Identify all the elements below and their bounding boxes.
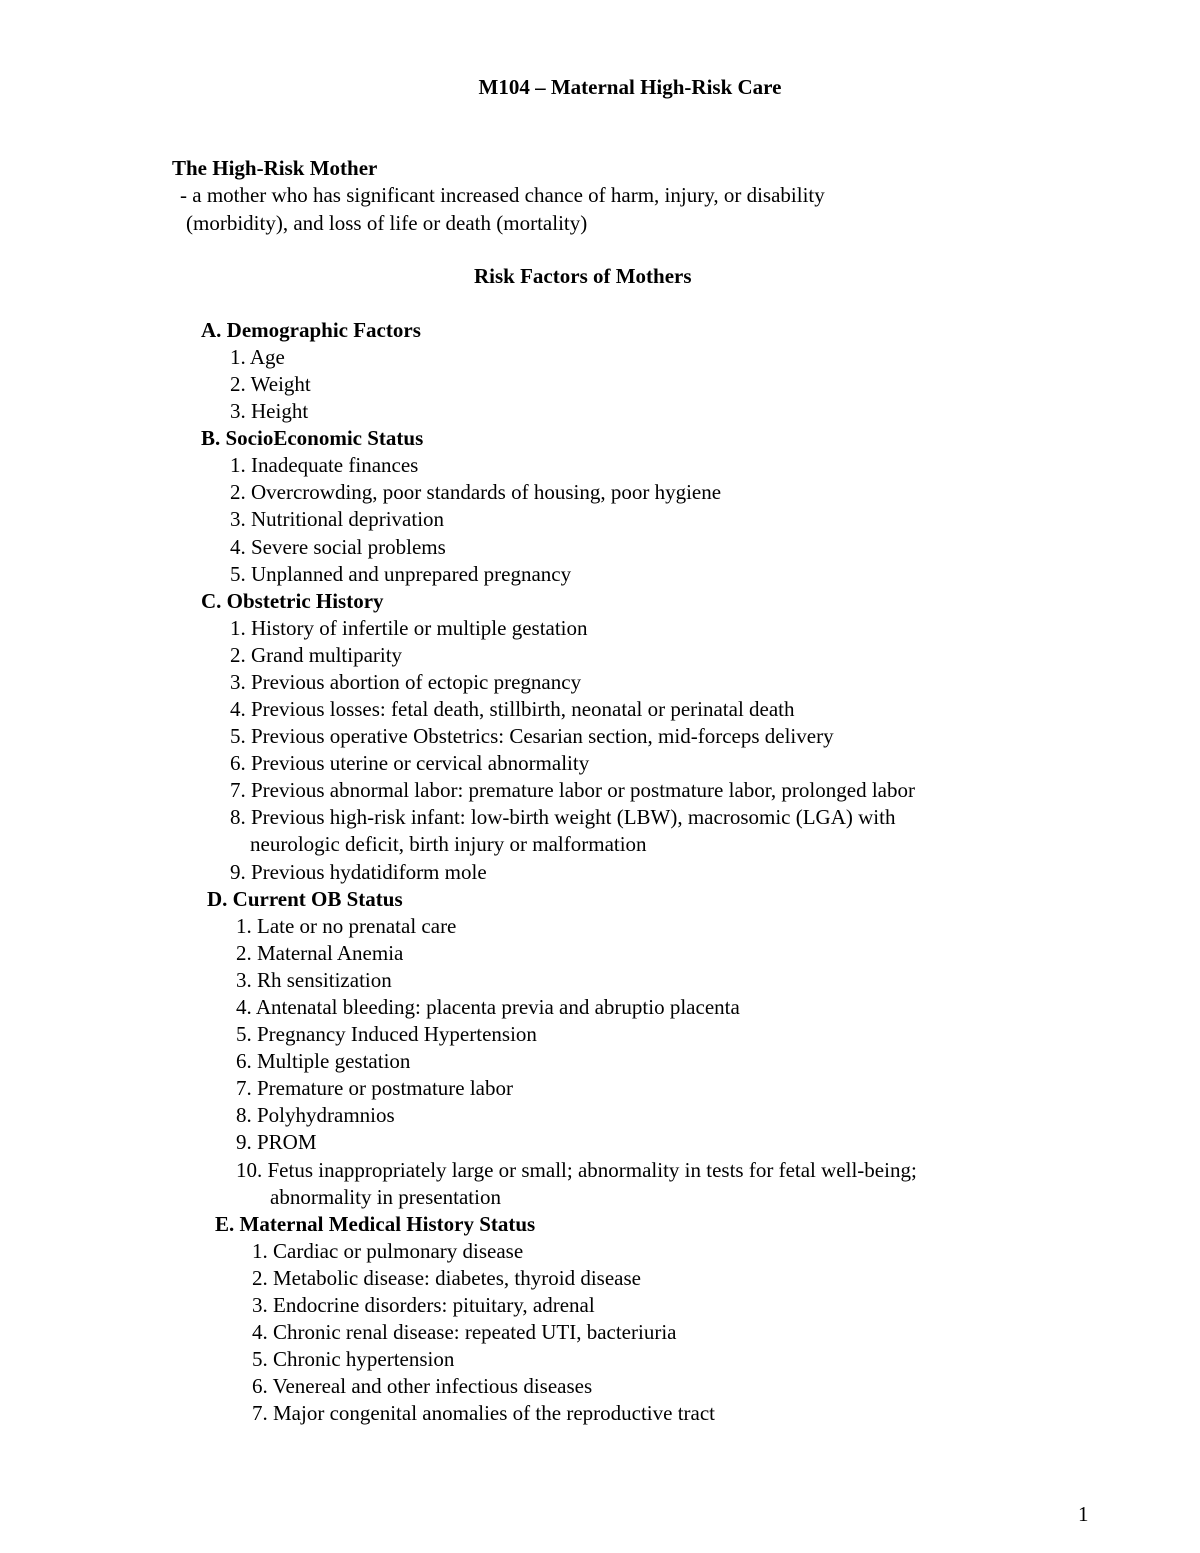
risk-factors-heading: Risk Factors of Mothers bbox=[474, 264, 692, 288]
intro-heading: The High-Risk Mother bbox=[172, 156, 378, 180]
list-item: 3. Previous abortion of ectopic pregnancy bbox=[230, 670, 582, 694]
list-item: 7. Major congenital anomalies of the reproductive tract bbox=[252, 1401, 715, 1425]
section-heading-socioeconomic: B. SocioEconomic Status bbox=[201, 426, 424, 450]
section-heading-obstetric: C. Obstetric History bbox=[201, 589, 384, 613]
list-item: 2. Overcrowding, poor standards of housing, poor hygiene bbox=[230, 480, 722, 504]
list-item: 1. Age bbox=[230, 345, 285, 369]
list-item: 8. Previous high-risk infant: low-birth weight (LBW), macrosomic (LGA) with bbox=[230, 805, 896, 829]
list-item: 10. Fetus inappropriately large or small; abnormality in tests for fetal well-being; bbox=[236, 1158, 917, 1182]
list-item: 5. Chronic hypertension bbox=[252, 1347, 455, 1371]
list-item: 4. Previous losses: fetal death, stillbirth, neonatal or perinatal death bbox=[230, 697, 795, 721]
list-item: 3. Rh sensitization bbox=[236, 968, 392, 992]
list-item-continuation: neurologic deficit, birth injury or malformation bbox=[250, 832, 647, 856]
section-heading-demographic: A. Demographic Factors bbox=[201, 318, 421, 342]
list-item: 5. Previous operative Obstetrics: Cesarian section, mid-forceps delivery bbox=[230, 724, 834, 748]
list-item: 1. Inadequate finances bbox=[230, 453, 419, 477]
list-item: 3. Height bbox=[230, 399, 309, 423]
list-item: 4. Chronic renal disease: repeated UTI, bacteriuria bbox=[252, 1320, 677, 1344]
list-item: 8. Polyhydramnios bbox=[236, 1103, 395, 1127]
list-item: 6. Multiple gestation bbox=[236, 1049, 411, 1073]
list-item: 1. Late or no prenatal care bbox=[236, 914, 457, 938]
list-item: 3. Nutritional deprivation bbox=[230, 507, 445, 531]
list-item: 2. Weight bbox=[230, 372, 311, 396]
list-item-continuation: abnormality in presentation bbox=[270, 1185, 501, 1209]
document-title: M104 – Maternal High-Risk Care bbox=[478, 75, 782, 99]
list-item: 2. Maternal Anemia bbox=[236, 941, 404, 965]
list-item: 5. Unplanned and unprepared pregnancy bbox=[230, 562, 572, 586]
list-item: 9. PROM bbox=[236, 1130, 317, 1154]
list-item: 7. Premature or postmature labor bbox=[236, 1076, 513, 1100]
list-item: 7. Previous abnormal labor: premature labor or postmature labor, prolonged labor bbox=[230, 778, 915, 802]
list-item: 5. Pregnancy Induced Hypertension bbox=[236, 1022, 537, 1046]
list-item: 2. Metabolic disease: diabetes, thyroid disease bbox=[252, 1266, 641, 1290]
list-item: 1. History of infertile or multiple gestation bbox=[230, 616, 588, 640]
list-item: 4. Severe social problems bbox=[230, 535, 446, 559]
list-item: 6. Venereal and other infectious diseases bbox=[252, 1374, 593, 1398]
list-item: 6. Previous uterine or cervical abnormality bbox=[230, 751, 590, 775]
list-item: 4. Antenatal bleeding: placenta previa and abruptio placenta bbox=[236, 995, 740, 1019]
list-item: 1. Cardiac or pulmonary disease bbox=[252, 1239, 524, 1263]
list-item: 2. Grand multiparity bbox=[230, 643, 403, 667]
section-heading-current-ob: D. Current OB Status bbox=[207, 887, 403, 911]
intro-definition-line1: - a mother who has significant increased chance of harm, injury, or disability bbox=[180, 183, 825, 207]
intro-definition-line2: (morbidity), and loss of life or death (mortality) bbox=[186, 211, 588, 235]
page-number: 1 bbox=[1078, 1502, 1089, 1526]
section-heading-medical-history: E. Maternal Medical History Status bbox=[215, 1212, 536, 1236]
list-item: 3. Endocrine disorders: pituitary, adrenal bbox=[252, 1293, 595, 1317]
list-item: 9. Previous hydatidiform mole bbox=[230, 860, 487, 884]
